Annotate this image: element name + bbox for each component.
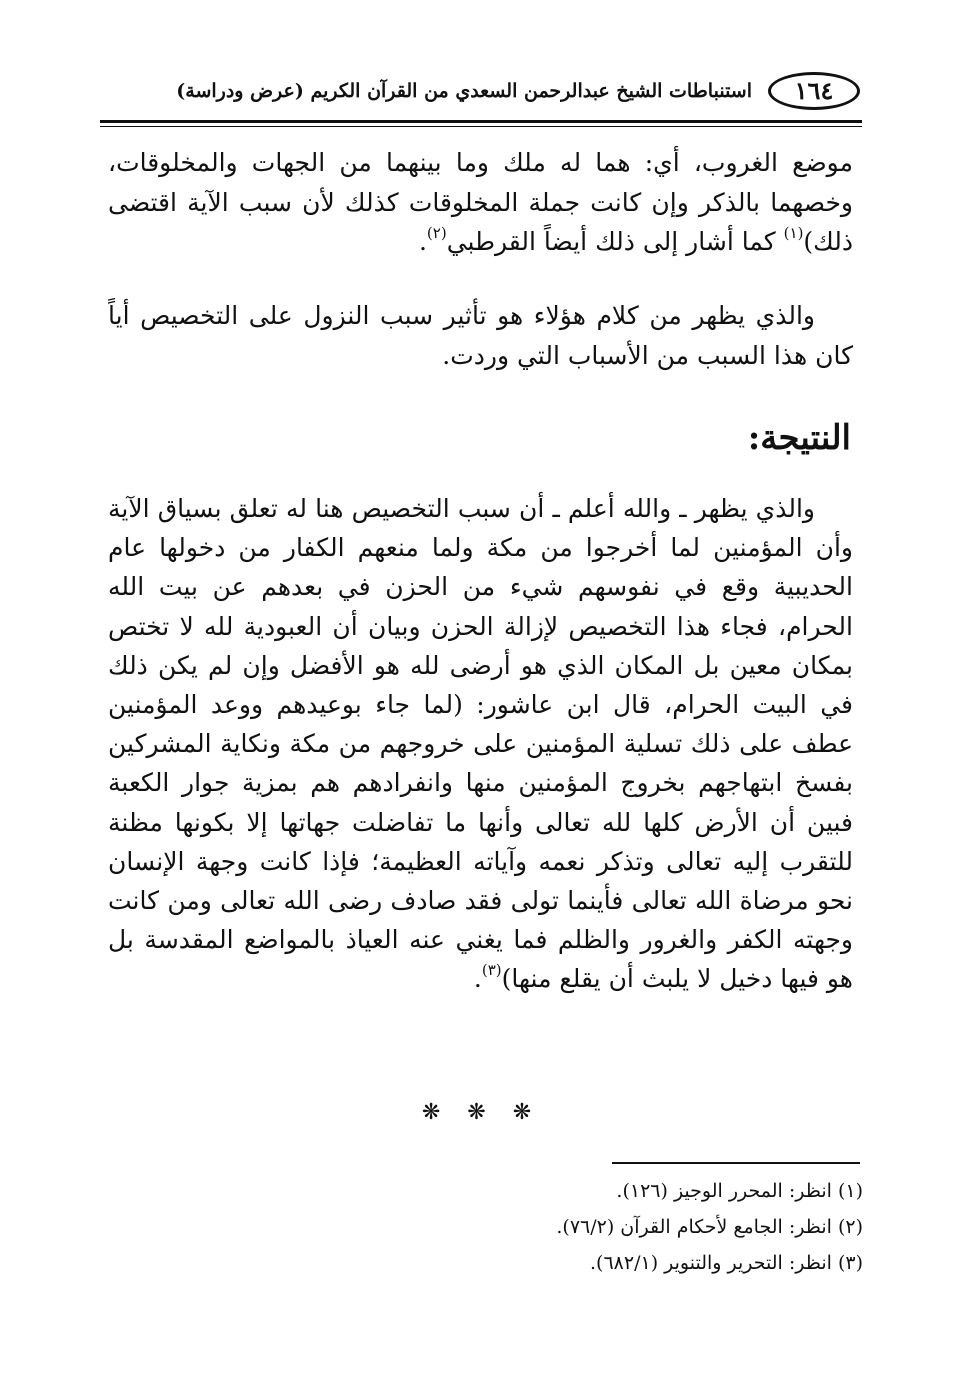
header-rule-thick bbox=[100, 120, 862, 123]
footnote-text: انظر: التحرير والتنوير (٦٨٢/١). bbox=[590, 1252, 832, 1274]
footnote-ref-2[interactable]: (٢) bbox=[426, 224, 447, 242]
running-title: استنباطات الشيخ عبدالرحمن السعدي من القرآن الكريم (عرض ودراسة) bbox=[176, 80, 752, 102]
paragraph-2: والذي يظهر من كلام هؤلاء هو تأثير سبب النزول على التخصيص أياً كان هذا السبب من الأسباب التي وردت. bbox=[108, 301, 853, 370]
header-rule-thin bbox=[100, 126, 862, 127]
footnote-number: (١) bbox=[837, 1180, 863, 1202]
footnote-ref-3[interactable]: (٣) bbox=[481, 961, 502, 980]
section-separator: ❋ ❋ ❋ bbox=[421, 1100, 542, 1125]
footnote-1 bbox=[103, 1173, 863, 1209]
footnote-3 bbox=[103, 1245, 863, 1281]
footnote-ref-1[interactable]: (١) bbox=[783, 224, 804, 242]
footnote-text: انظر: الجامع لأحكام القرآن (٧٦/٢). bbox=[556, 1216, 832, 1238]
paragraph-1-end: . bbox=[418, 227, 427, 256]
paragraph-1-text: موضع الغروب، أي: هما له ملك وما بينهما من الجهات والمخلوقات، وخصهما بالذكر وإن كانت جملة المخلوقات كذلك لأن سبب الآية اقتضى ذلك) bbox=[108, 148, 853, 256]
footnote-text: انظر: المحرر الوجيز (١٢٦). bbox=[616, 1180, 832, 1202]
footnotes bbox=[103, 1173, 863, 1281]
paragraph-3 bbox=[108, 489, 853, 999]
footnote-number: (٣) bbox=[837, 1252, 863, 1274]
section-heading: النتيجة: bbox=[747, 418, 851, 458]
page-number: ١٦٤ bbox=[768, 72, 860, 110]
paragraph-1-middle: كما أشار إلى ذلك أيضاً القرطبي bbox=[446, 227, 784, 256]
page-header bbox=[100, 68, 860, 118]
paragraph-3-text: والذي يظهر ـ والله أعلم ـ أن سبب التخصيص هنا له تعلق بسياق الآية وأن المؤمنين لما أخرجوا من مكة ولما منعهم الكفار من دخولها عام الحديبية وقع في نفوسهم شيء من الحزن في بعدهم عن بيت الله الحرام، فجاء هذا التخصيص لإزالة الحزن وبيان أن العبودية لله لا تختص بمكان معين بل المكان الذي هو أرضى لله هو الأفضل وإن لم يكن ذلك في البيت الحرام، قال ابن عاشور: (لما جاء بوعيدهم ووعد المؤمنين عطف على ذلك تسلية المؤمنين على خروجهم من مكة ونكاية المشركين بفسخ ابتهاجهم بخروج المؤمنين منها وانفرادهم هم بمزية جوار الكعبة فبين أن الأرض كلها لله تعالى وأنها ما تفاضلت جهاتها إلا بكونها مظنة للتقرب إليه تعالى وتذكر نعمه وآياته العظيمة؛ فإذا كانت وجهة الإنسان نحو مرضاة الله تعالى فأينما تولى فقد صادف رضى الله تعالى ومن كانت وجهته الكفر والغرور والظلم فما يغني عنه العياذ بالمواضع المقدسة بل هو فيها دخيل لا يلبث أن يقلع منها) bbox=[108, 494, 853, 994]
paragraph-3-end: . bbox=[473, 964, 482, 994]
paragraph-1 bbox=[108, 143, 853, 262]
footnote-2 bbox=[103, 1209, 863, 1245]
footnote-number: (٢) bbox=[837, 1216, 863, 1238]
footnote-rule bbox=[612, 1162, 860, 1164]
